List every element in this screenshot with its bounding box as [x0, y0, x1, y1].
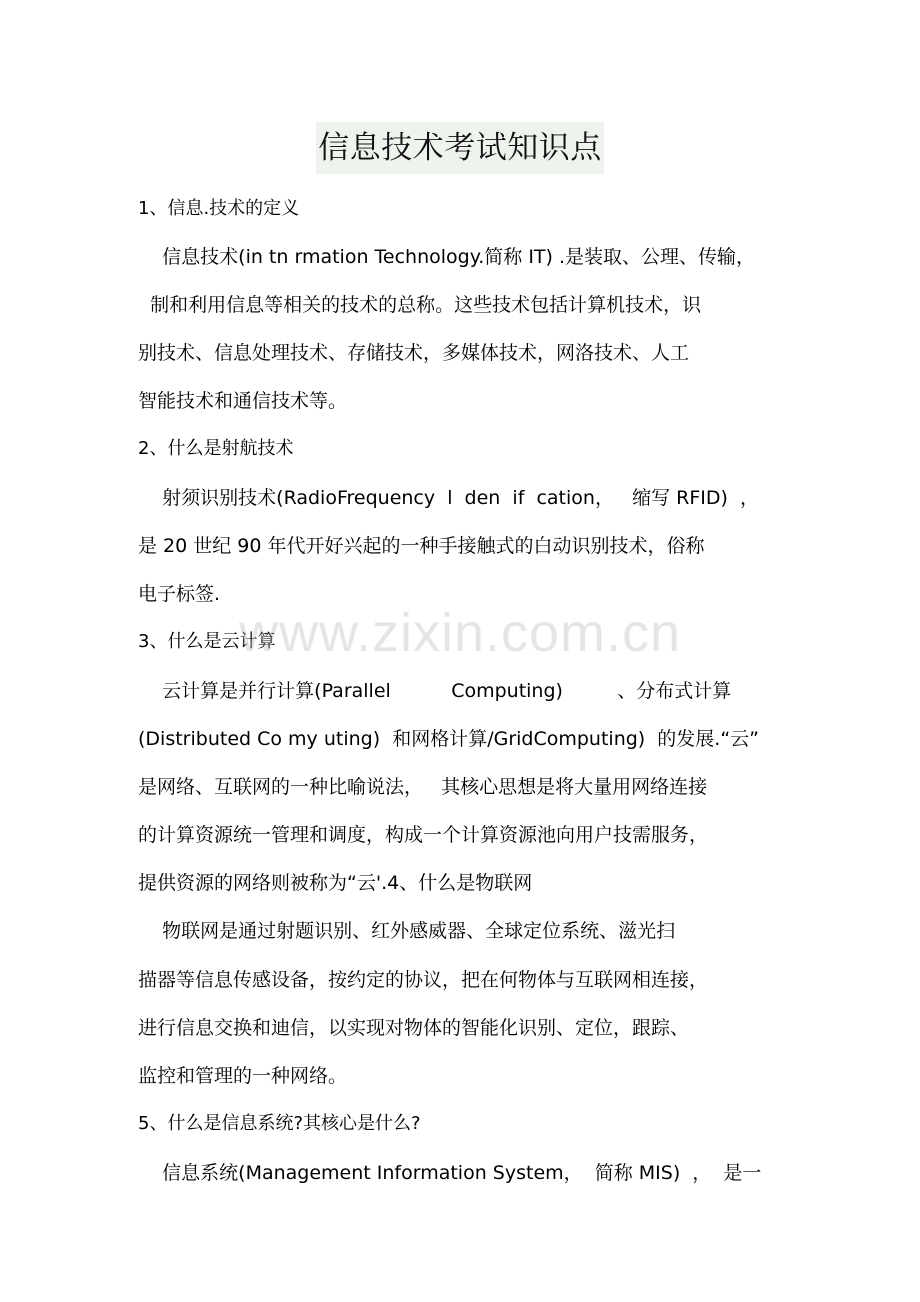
paragraph-line: 信息技术(in tn rmation Technology.简称 IT) .是装取、公理、传输，	[138, 246, 756, 268]
paragraph-line: 射须识别技术(RadioFrequency l den if cation， 缩写 RFID) ，	[138, 487, 759, 509]
paragraph-line: 制和利用信息等相关的技术的总称。这些技术包括计算机技术，识	[138, 294, 702, 316]
paragraph-line: 描器等信息传感设备，按约定的协议，把在何物体与互联网相连接，	[138, 969, 709, 991]
paragraph-line: 云计算是并行计算(Parallel Computing) 、分布式计算	[138, 680, 732, 702]
title-container	[0, 122, 920, 174]
paragraph-line: 别技术、信息处理技术、存储技术，多媒体技术，网洛技术、人工	[138, 342, 690, 364]
paragraph-line: 监控和管理的一种网络。	[138, 1065, 348, 1087]
paragraph-line: 提供资源的网络则被称为“云'.4、什么是物联网	[138, 872, 533, 894]
paragraph-line: (Distributed Co my uting) 和网格计算/GridComputing) 的发展.“云”	[138, 728, 760, 750]
document-title: 信息技术考试知识点	[316, 122, 604, 174]
paragraph-line: 物联网是通过射题识别、红外感威器、全球定位系统、滋光扫	[138, 920, 676, 942]
paragraph-line: 智能技术和通信技术等。	[138, 390, 348, 412]
paragraph-line: 是 20 世纪 90 年代开好兴起的一种手接触式的白动识别技术，俗称	[138, 535, 705, 557]
section-heading-1: 1、信息.技术的定义	[138, 198, 300, 219]
section-heading-3: 3、什么是云计算	[138, 631, 276, 652]
paragraph-line: 进行信息交换和迪信，以实现对物体的智能化识别、定位，跟踪、	[138, 1017, 690, 1039]
paragraph-line: 电子标签.	[138, 583, 221, 605]
section-heading-2: 2、什么是射航技术	[138, 438, 294, 459]
paragraph-line: 的计算资源统一管理和调度，构成一个计算资源池向用户技需服务，	[138, 824, 709, 846]
paragraph-line: 是网络、互联网的一种比喻说法， 其核心思想是将大量用网络连接	[138, 776, 708, 798]
watermark: www.zixin.com.cn	[238, 603, 682, 663]
paragraph-line: 信息系统(Management Information System， 简称 MIS) ， 是一	[138, 1162, 762, 1184]
section-heading-5: 5、什么是信息系统?其核心是什么?	[138, 1113, 421, 1134]
